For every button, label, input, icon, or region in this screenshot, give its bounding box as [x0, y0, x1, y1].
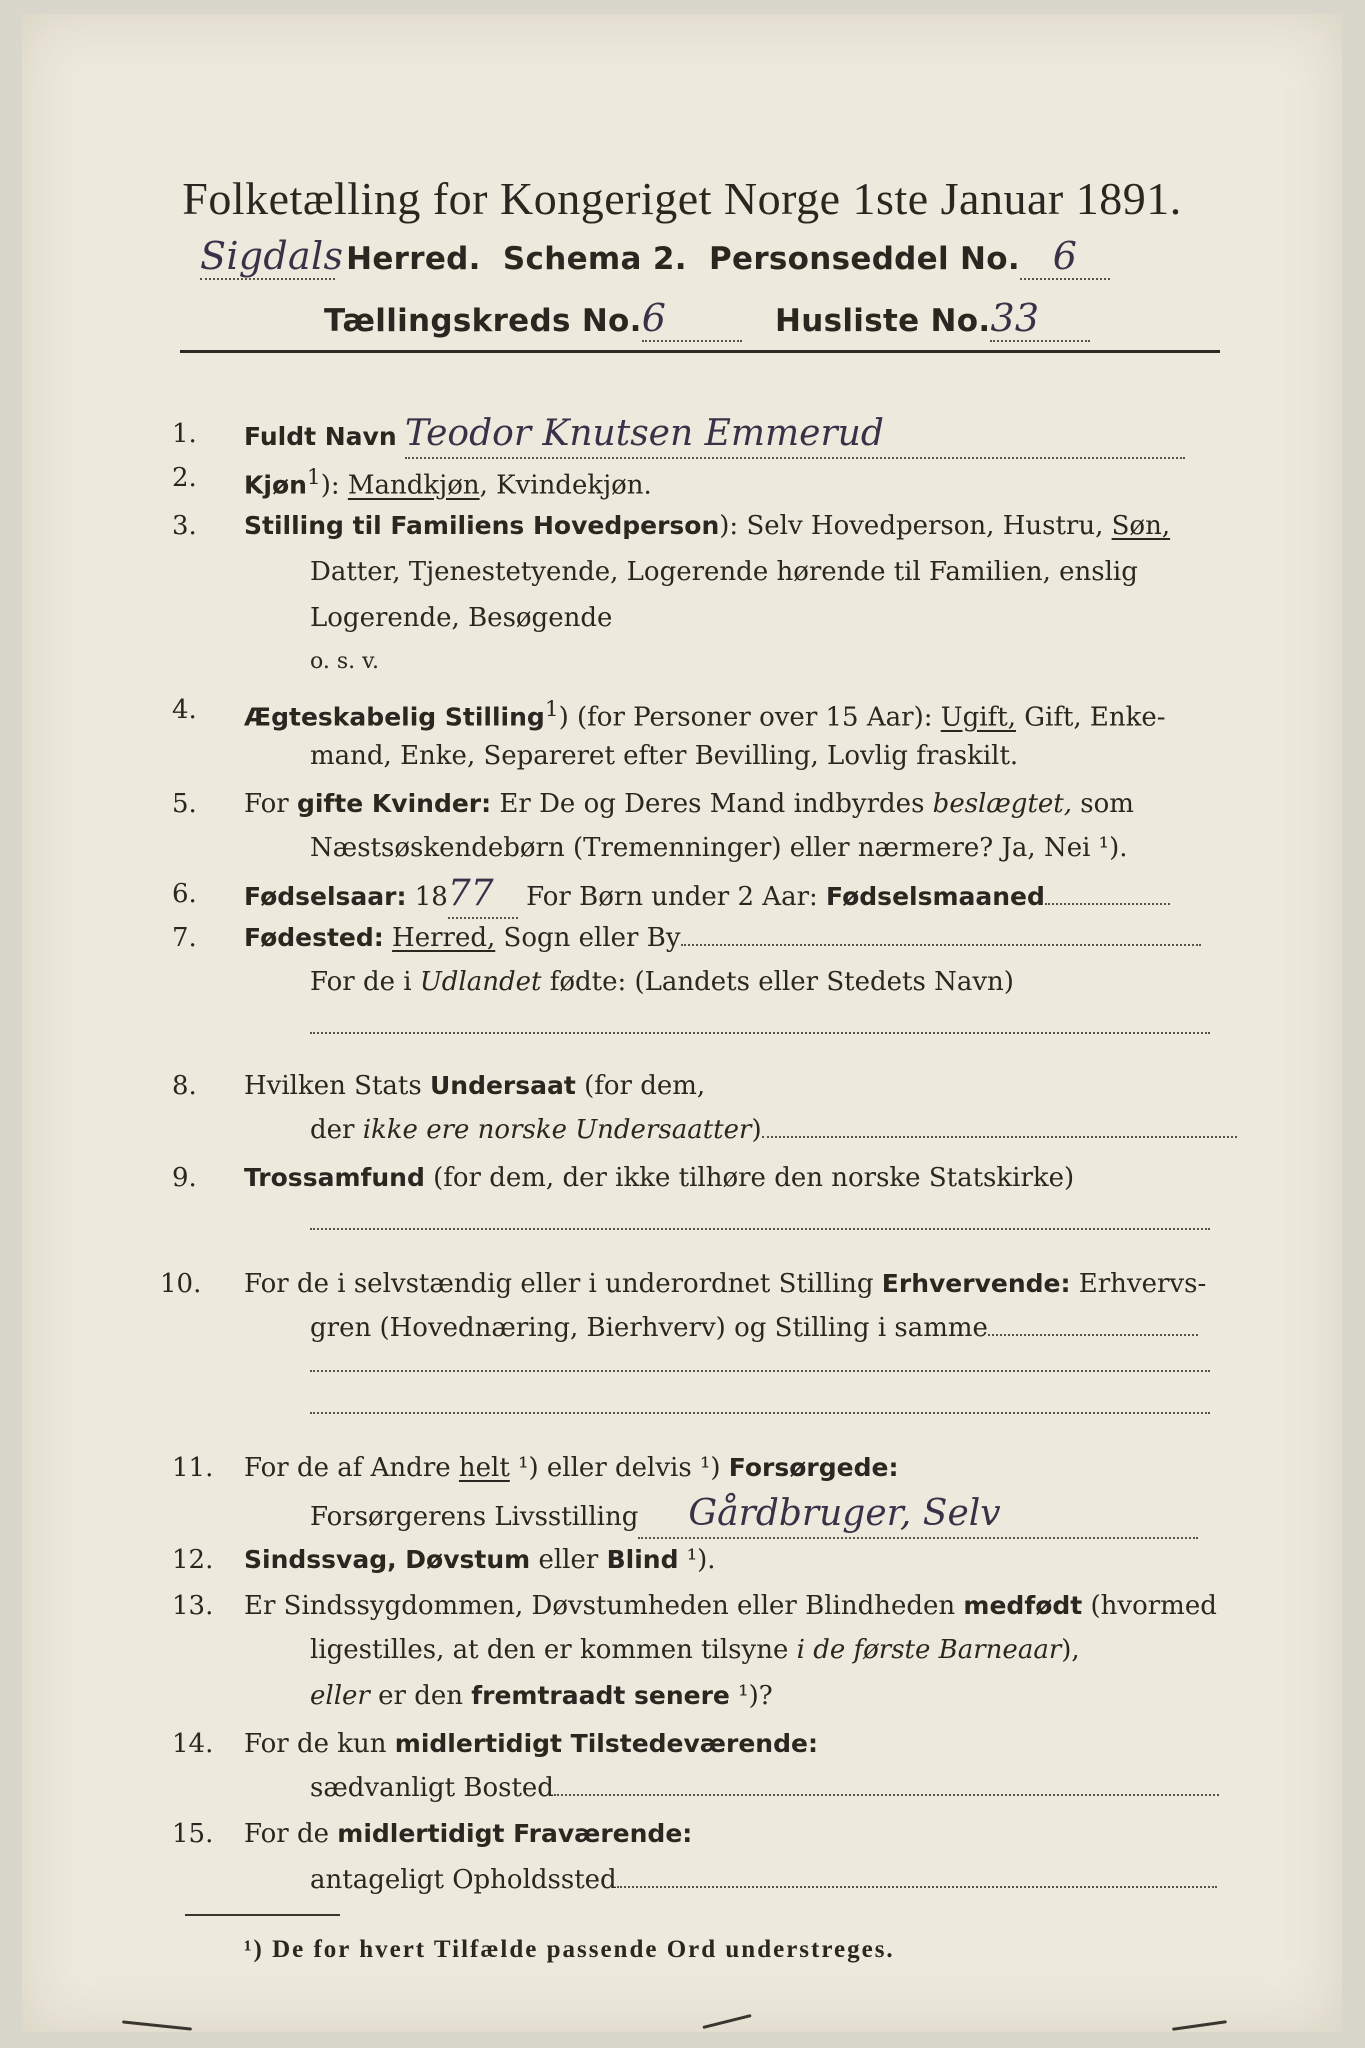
family-position-line4: o. s. v. — [310, 649, 379, 674]
religion-label: Trossamfund — [244, 1163, 425, 1192]
abroad-text: fødte: (Landets eller Stedets Navn) — [541, 967, 1014, 997]
birth-year-label: Fødselsaar: — [244, 882, 407, 911]
citizenship-prefix: Hvilken Stats — [244, 1071, 430, 1101]
husliste-value: 33 — [990, 296, 1040, 340]
temp-absent-label: midlertidigt Fraværende: — [337, 1819, 693, 1848]
temp-present-label: midlertidigt Tilstedeværende: — [394, 1729, 818, 1758]
herred-label: Herred. — [346, 241, 481, 277]
marital-status-line2: mand, Enke, Separeret efter Bevilling, Lovlig fraskilt. — [310, 741, 1019, 771]
congenital-line3-bold: fremtraadt senere — [471, 1681, 730, 1710]
item-5-number: 5. — [172, 789, 197, 819]
disability-rest: ¹). — [678, 1545, 716, 1575]
occupation-fill-line-1 — [310, 1370, 1210, 1372]
sex-label: Kjøn — [244, 470, 307, 500]
personseddel-value: 6 — [1052, 234, 1078, 278]
footnote-rule — [185, 1914, 340, 1916]
congenital-line2-italic: i de første Barneaar — [796, 1635, 1062, 1665]
item-9-number: 9. — [172, 1163, 197, 1193]
personseddel-label: Personseddel No. — [708, 241, 1020, 277]
kreds-line — [324, 296, 1090, 342]
congenital-line3-or: eller — [310, 1681, 370, 1711]
item-1-number: 1. — [172, 419, 197, 449]
abroad-prefix: For de i — [310, 967, 420, 997]
congenital-prefix: Er Sindssygdommen, Døvstumheden eller Blindheden — [244, 1591, 964, 1621]
usual-residence-label: sædvanligt Bosted — [310, 1773, 554, 1803]
birth-month-text: For Børn under 2 Aar: — [517, 882, 827, 912]
birth-year-prefix: 18 — [406, 882, 448, 912]
item-14-number: 14. — [172, 1729, 214, 1759]
birthplace-text: Sogn eller By — [495, 923, 681, 953]
citizenship-text: (for dem, — [575, 1071, 706, 1101]
congenital-line2-prefix: ligestilles, at den er kommen tilsyne — [310, 1635, 797, 1665]
marital-status-rest: Gift, Enke- — [1015, 702, 1166, 733]
married-women-line2: Næstsøskendebørn (Tremenninger) eller nærmere? Ja, Nei ¹). — [310, 833, 1128, 863]
citizenship-line2-close: ) — [751, 1115, 762, 1145]
marital-status-label: Ægteskabelig Stilling — [244, 702, 545, 732]
full-name-value: Teodor Knutsen Emmerud — [404, 413, 884, 454]
supported-option-fully: helt — [458, 1453, 510, 1483]
form-title: Folketælling for Kongeriget Norge 1ste Januar 1891. — [182, 173, 1182, 224]
item-10-number: 10. — [160, 1269, 202, 1299]
item-15-number: 15. — [172, 1819, 214, 1849]
probable-residence-label: antageligt Opholdssted — [310, 1865, 617, 1895]
item-13-number: 13. — [172, 1591, 214, 1621]
temp-absent-prefix: For de — [244, 1819, 338, 1849]
temp-present-prefix: For de kun — [244, 1729, 395, 1759]
supported-label: Forsørgede: — [728, 1453, 899, 1482]
married-women-label: gifte Kvinder: — [296, 789, 492, 818]
occupation-prefix: For de i selvstændig eller i underordnet Stilling — [244, 1269, 882, 1299]
ink-mark-left — [122, 2020, 192, 2030]
abroad-fill-line — [310, 1032, 1210, 1034]
family-position-line2: Datter, Tjenestetyende, Logerende hørende til Familien, enslig — [310, 557, 1138, 587]
full-name-label: Fuldt Navn — [244, 422, 397, 451]
married-women-related: beslægtet, — [932, 789, 1072, 819]
citizenship-line2-prefix: der — [310, 1115, 363, 1145]
sex-text: ): — [320, 470, 348, 501]
religion-fill-line — [310, 1228, 1210, 1230]
census-form-page: Folketælling for Kongeriget Norge 1ste Januar 1891. Sigdals Herred. Schema 2. Personseddel No. 6 Tællingskreds No.6 Husliste No.33 1. Fuldt Navn Teodor Knutsen Emmerud 2. Kjøn$^1$): Mandkjøn, Kvindekjøn. 3. Stilling til Familiens Hovedperson): Selv Hovedperson, Hustru, Søn, Datter, Tjenestetyende, Logerende hørende til Familien, enslig Logerende, Besøgende o. s. v. 4. Ægteskabelig Stilling$^1$) (for Personer over 15 Aar): Ugift, Gift, Enke- mand, Enke, Separeret efter Bevilling, Lovlig fraskilt. 5. For gifte Kvinder: Er De og Deres Mand indbyrdes beslægtet, som Næstsøskendebørn (Tremenninger) eller nærmere? Ja, Nei ¹). 6. Fødselsaar: 1877 For Børn under 2 Aar: Fødselsmaaned 7. Fødested: Herred, Sogn eller By For de i Udlandet fødte: (Landets eller Stedets Navn) 8. Hvilken Stats Undersaat (for dem, der ikke ere norske Undersaatter) 9. Trossamfund (for dem, der ikke tilhøre den norske Statskirke) 10. For de i selvstændig eller i underordnet Stilling Erhvervende: Erhvervs- gren (Hovednæring, Bierhverv) og Stilling i samme 11. For de af Andre helt ¹) eller delvis ¹) Forsørgede: Forsørgerens Livsstilling Gårdbruger, Selv 12. Sindssvag, Døvstum eller Blind ¹). 13. Er Sindssygdommen, Døvstumheden eller Blindheden medfødt (hvormed ligestilles, at den er kommen tilsyne i de første Barneaar), eller er den fremtraadt senere ¹)? 14. For de kun midlertidigt Tilstedeværende: sædvanligt Bosted 15. For de midlertidigt Fraværende: antageligt Opholdssted ¹) De for hvert Tilfælde passende Ord understreges. — [22, 14, 1342, 2032]
item-8-number: 8. — [172, 1071, 197, 1101]
item-11-number: 11. — [172, 1453, 214, 1483]
husliste-label: Husliste No. — [775, 303, 991, 339]
family-position-line3: Logerende, Besøgende — [310, 603, 613, 633]
supported-partially: ¹) eller delvis ¹) — [509, 1453, 729, 1483]
occupation-rest: Erhvervs- — [1070, 1269, 1207, 1299]
marital-option-unmarried: Ugift, — [940, 702, 1016, 733]
citizenship-label: Undersaat — [429, 1071, 576, 1100]
supported-prefix: For de af Andre — [244, 1453, 459, 1483]
congenital-label: medfødt — [963, 1591, 1083, 1620]
congenital-rest: (hvormed — [1082, 1591, 1217, 1621]
item-7-number: 7. — [172, 923, 197, 953]
married-women-rest: som — [1072, 789, 1134, 819]
kreds-value: 6 — [641, 296, 667, 340]
item-6-number: 6. — [172, 879, 197, 909]
occupation-fill-line-2 — [310, 1412, 1210, 1414]
family-position-label: Stilling til Familiens Hovedperson — [244, 511, 720, 540]
kreds-label: Tællingskreds No. — [324, 303, 642, 339]
header-rule — [180, 350, 1220, 353]
item-2-number: 2. — [172, 463, 197, 493]
ink-mark-center — [702, 2014, 751, 2029]
blind-label: Blind — [606, 1545, 679, 1574]
married-women-prefix: For — [244, 789, 289, 819]
married-women-text: Er De og Deres Mand indbyrdes — [491, 789, 933, 819]
provider-occupation-value: Gårdbruger, Selv — [688, 1493, 1001, 1534]
disability-label: Sindssvag, Døvstum — [244, 1545, 531, 1574]
schema-label: Schema 2. — [502, 241, 687, 277]
birth-year-value: 77 — [447, 873, 494, 914]
congenital-line3-close: ¹)? — [729, 1681, 773, 1711]
congenital-line3-text: er den — [369, 1681, 472, 1711]
ink-mark-right — [1172, 2020, 1227, 2031]
footnote: ¹) De for hvert Tilfælde passende Ord understreges. — [244, 1936, 895, 1963]
herred-value: Sigdals — [200, 234, 344, 278]
family-position-option-son: Søn, — [1111, 511, 1171, 541]
family-position-text: ): Selv Hovedperson, Hustru, — [719, 511, 1112, 541]
abroad-word: Udlandet — [419, 967, 542, 997]
occupation-label: Erhvervende: — [881, 1269, 1071, 1298]
item-3-number: 3. — [172, 511, 197, 541]
congenital-line2-close: ), — [1061, 1635, 1080, 1665]
birthplace-label: Fødested: — [244, 923, 384, 952]
occupation-line2: gren (Hovednæring, Bierhverv) og Stilling i samme — [310, 1313, 988, 1343]
item-4-number: 4. — [172, 695, 197, 725]
birthplace-option-herred: Herred, — [392, 923, 496, 953]
footnote-ref: 1 — [306, 465, 321, 490]
religion-text: (for dem, der ikke tilhøre den norske Statskirke) — [424, 1163, 1075, 1193]
disability-or: eller — [530, 1545, 607, 1575]
birth-month-label: Fødselsmaaned — [826, 882, 1045, 911]
item-12-number: 12. — [172, 1545, 214, 1575]
sex-option-female: , Kvindekjøn. — [479, 470, 652, 501]
provider-occupation-label: Forsørgerens Livsstilling — [310, 1502, 639, 1532]
citizenship-line2-italic: ikke ere norske Undersaatter — [362, 1115, 752, 1145]
marital-status-text: ) (for Personer over 15 Aar): — [558, 702, 941, 733]
herred-line — [200, 234, 1110, 280]
sex-option-male: Mandkjøn — [347, 470, 480, 501]
